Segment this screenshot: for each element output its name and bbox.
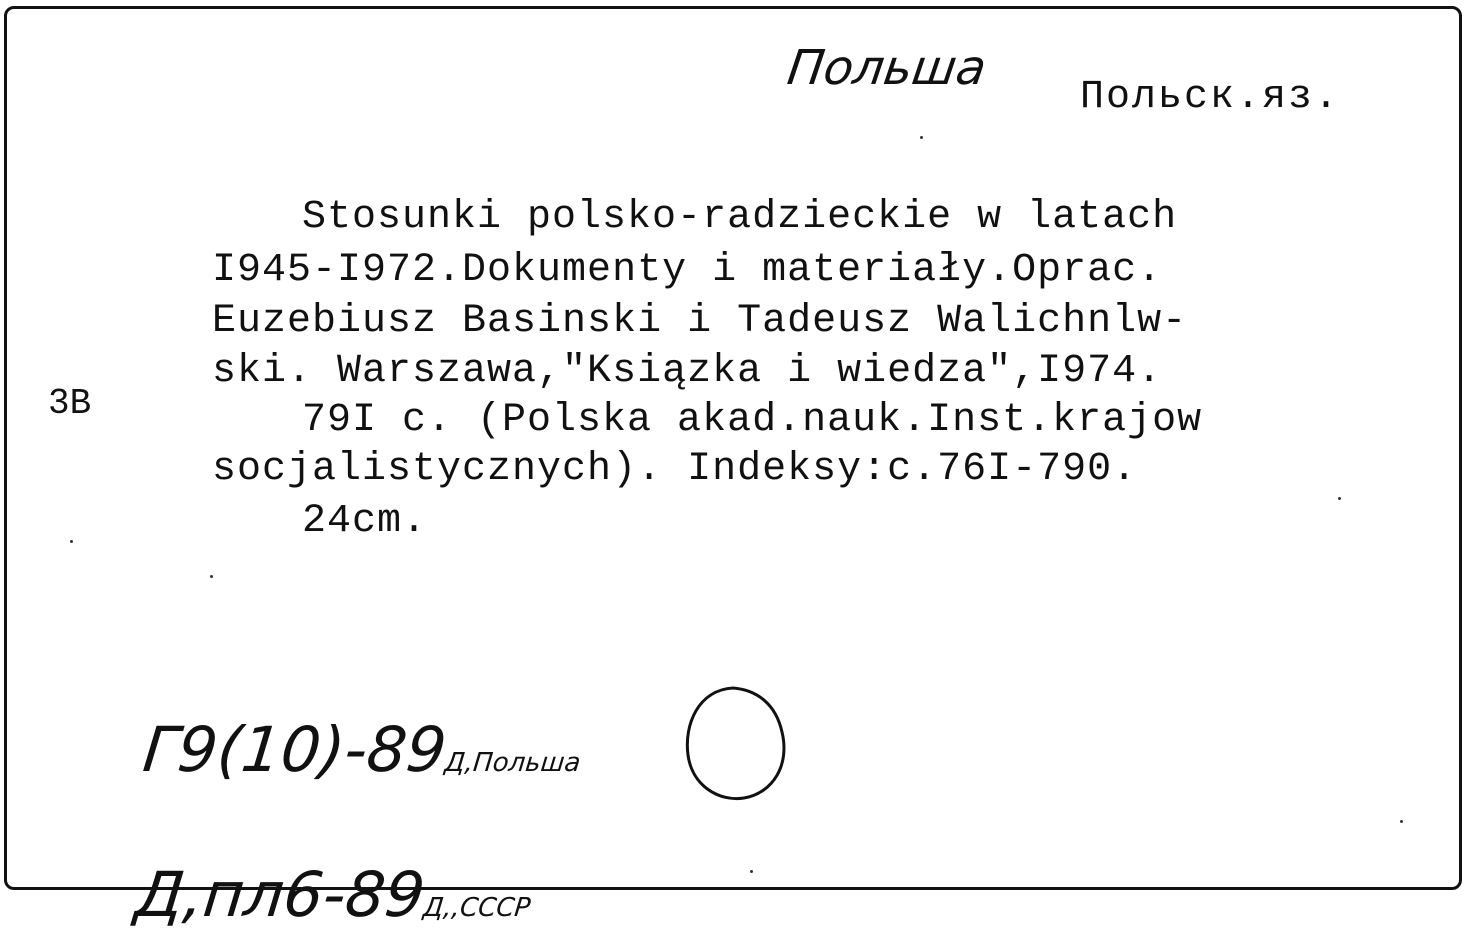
class-code-line-2 xyxy=(92,785,543,931)
class-code-2-sub: Д,,СССР xyxy=(421,893,532,923)
body-line-4: ski. Warszawa,"Ksiązka i wiedza",I974. xyxy=(212,349,1163,394)
class-code-line-1 xyxy=(100,640,593,786)
class-code-1-sub: Д,Польша xyxy=(443,748,582,778)
ink-speck xyxy=(750,870,753,873)
handwritten-circle xyxy=(678,680,798,810)
ink-speck xyxy=(1338,497,1341,500)
body-line-7: 24cm. xyxy=(302,499,428,544)
ink-speck xyxy=(70,540,73,543)
ink-speck xyxy=(920,136,923,139)
body-line-2: I945-I972.Dokumenty i materiały.Oprac. xyxy=(212,248,1163,293)
margin-mark: 3B xyxy=(48,383,92,424)
body-line-6: socjalistycznych). Indeksy:c.76I-790. xyxy=(212,447,1138,492)
ink-speck xyxy=(1400,820,1403,823)
body-line-1: Stosunki polsko-radzieckie w latach xyxy=(302,195,1178,240)
class-code-1-main: Г9(10)-89 xyxy=(139,713,450,786)
subject-heading: Польск.яз. xyxy=(1080,75,1341,120)
handwritten-subject: Польша xyxy=(784,40,990,96)
body-line-5: 79I c. (Polska akad.nauk.Inst.krajow xyxy=(302,398,1203,443)
ink-speck xyxy=(210,575,213,578)
body-line-3: Euzebiusz Basinski i Tadeusz Walichnlw- xyxy=(212,299,1188,344)
class-code-2-main: Д,пл6-89 xyxy=(131,858,429,931)
